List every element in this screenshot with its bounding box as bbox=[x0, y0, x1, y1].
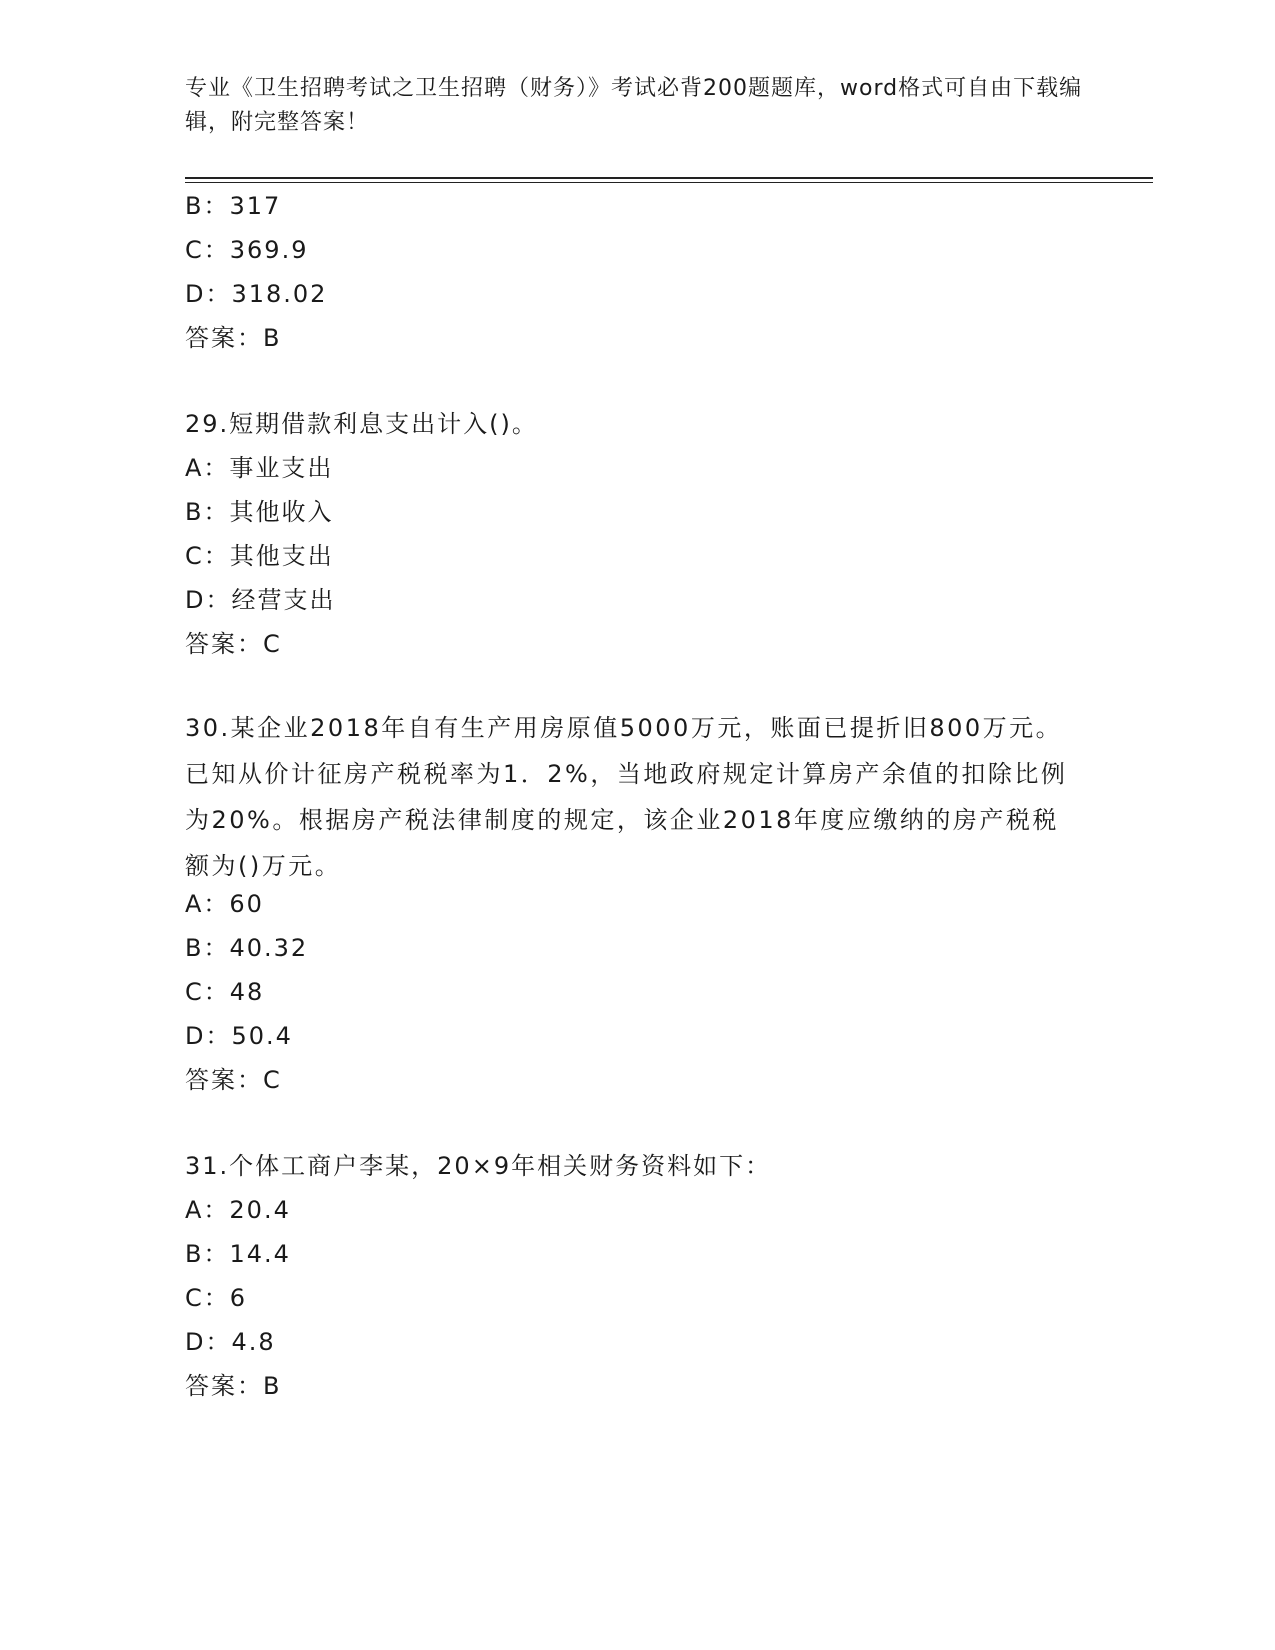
q30-option-b: B：40.32 bbox=[185, 934, 309, 962]
q29-answer: 答案：C bbox=[185, 630, 282, 658]
q28-option-d: D：318.02 bbox=[185, 280, 328, 308]
header-rule-thin bbox=[185, 182, 1153, 183]
q29-stem: 29.短期借款利息支出计入()。 bbox=[185, 410, 538, 438]
q30-option-c: C：48 bbox=[185, 978, 265, 1006]
q28-answer: 答案：B bbox=[185, 324, 282, 352]
q30-stem: 30.某企业2018年自有生产用房原值5000万元，账面已提折旧800万元。已知从价计征房产税税率为1．2%，当地政府规定计算房产余值的扣除比例为20%。根据房产税法律制度的规定，该企业2018年度应缴纳的房产税税额为()万元。 bbox=[185, 714, 1068, 880]
q31-stem: 31.个体工商户李某，20×9年相关财务资料如下： bbox=[185, 1152, 772, 1180]
q28-option-b: B：317 bbox=[185, 192, 282, 220]
q30-answer: 答案：C bbox=[185, 1066, 282, 1094]
q29-option-d: D：经营支出 bbox=[185, 586, 336, 614]
q30-option-a: A：60 bbox=[185, 890, 264, 918]
q30-option-d: D：50.4 bbox=[185, 1022, 293, 1050]
q31-option-c: C：6 bbox=[185, 1284, 248, 1312]
q31-option-a: A：20.4 bbox=[185, 1196, 291, 1224]
document-header: 专业《卫生招聘考试之卫生招聘（财务）》考试必背200题题库，word格式可自由下载编辑，附完整答案！ bbox=[185, 76, 1083, 135]
q29-option-c: C：其他支出 bbox=[185, 542, 334, 570]
q31-option-b: B：14.4 bbox=[185, 1240, 291, 1268]
q31-option-d: D：4.8 bbox=[185, 1328, 276, 1356]
q28-option-c: C：369.9 bbox=[185, 236, 309, 264]
q29-option-a: A：事业支出 bbox=[185, 454, 334, 482]
q31-answer: 答案：B bbox=[185, 1372, 282, 1400]
header-rule-thick bbox=[185, 177, 1153, 179]
q29-option-b: B：其他收入 bbox=[185, 498, 334, 526]
